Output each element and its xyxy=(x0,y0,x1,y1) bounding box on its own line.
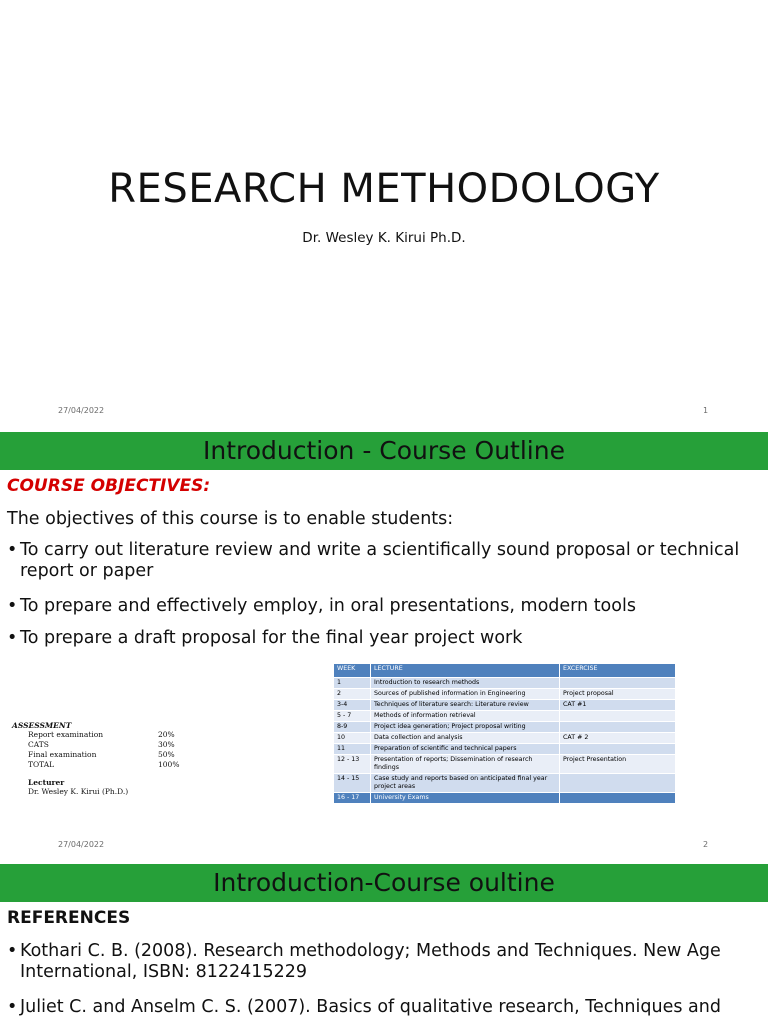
table-row xyxy=(334,744,676,755)
lecture-cell: Sources of published information in Engineering xyxy=(371,689,560,700)
table-row xyxy=(334,700,676,711)
lecture-cell: Project idea generation; Project proposal writing xyxy=(371,722,560,733)
lecture-cell: Data collection and analysis xyxy=(371,733,560,744)
lecture-cell: Introduction to research methods xyxy=(371,678,560,689)
week-cell: 14 - 15 xyxy=(334,774,371,793)
lecture-cell: Methods of information retrieval xyxy=(371,711,560,722)
reference-text: Kothari C. B. (2008). Research methodology; Methods and Techniques. New Age International, ISBN: 8122415229 xyxy=(20,941,721,982)
slide-date: 27/04/2022 xyxy=(58,406,105,415)
slide-page-number: 1 xyxy=(703,406,709,415)
slide-title: RESEARCH METHODOLOGY xyxy=(108,166,660,212)
week-cell: 11 xyxy=(334,744,371,755)
assessment-label: TOTAL xyxy=(28,760,55,769)
lecture-cell: Presentation of reports; Dissemination of research findings xyxy=(371,755,560,774)
header-lecture: LECTURE xyxy=(371,664,560,678)
table-row xyxy=(334,678,676,689)
week-cell: 2 xyxy=(334,689,371,700)
course-outline-slide xyxy=(0,432,768,864)
assessment-label: CATS xyxy=(28,740,49,749)
header-exercise: EXCERCISE xyxy=(560,664,676,678)
slide-banner: Introduction-Course oultine xyxy=(0,864,768,902)
reference-item xyxy=(7,941,747,983)
exercise-cell: CAT # 2 xyxy=(560,733,676,744)
exercise-cell: Project proposal xyxy=(560,689,676,700)
table-row xyxy=(334,689,676,700)
references-slide xyxy=(0,864,768,1024)
objective-item xyxy=(7,628,747,649)
objective-text: To carry out literature review and write a scientifically sound proposal or technical report or paper xyxy=(20,540,740,581)
week-cell: 8-9 xyxy=(334,722,371,733)
week-cell: 3-4 xyxy=(334,700,371,711)
slide-subtitle: Dr. Wesley K. Kirui Ph.D. xyxy=(302,230,466,246)
objective-item xyxy=(7,596,747,617)
slide-date: 27/04/2022 xyxy=(58,840,105,849)
reference-item xyxy=(7,997,747,1018)
bullet-icon: • xyxy=(7,596,18,616)
bullet-icon: • xyxy=(7,628,18,648)
exercise-cell xyxy=(560,793,676,804)
references-heading: REFERENCES xyxy=(7,908,131,928)
exercise-cell: CAT #1 xyxy=(560,700,676,711)
lecture-cell: Techniques of literature search: Literature review xyxy=(371,700,560,711)
assessment-value: 100% xyxy=(158,760,180,769)
week-cell: 12 - 13 xyxy=(334,755,371,774)
slide-banner: Introduction - Course Outline xyxy=(0,432,768,470)
bullet-icon: • xyxy=(7,540,18,560)
assessment-block xyxy=(12,721,180,796)
objectives-intro: The objectives of this course is to enable students: xyxy=(7,509,454,529)
lecture-cell: University Exams xyxy=(371,793,560,804)
title-slide xyxy=(0,0,768,432)
exercise-cell xyxy=(560,711,676,722)
assessment-value: 20% xyxy=(158,730,175,739)
exercise-cell xyxy=(560,722,676,733)
assessment-label: Final examination xyxy=(28,750,97,759)
objectives-heading: COURSE OBJECTIVES: xyxy=(7,476,211,496)
table-row xyxy=(334,755,676,774)
table-row xyxy=(334,774,676,793)
lecture-cell: Preparation of scientific and technical papers xyxy=(371,744,560,755)
table-row xyxy=(334,733,676,744)
week-cell: 16 - 17 xyxy=(334,793,371,804)
assessment-row xyxy=(12,740,175,750)
exercise-cell xyxy=(560,744,676,755)
exercise-cell: Project Presentation xyxy=(560,755,676,774)
reference-text: Juliet C. and Anselm C. S. (2007). Basics of qualitative research, Techniques and xyxy=(20,997,721,1017)
objective-item xyxy=(7,540,747,582)
slide-page-number: 2 xyxy=(703,840,709,849)
assessment-row xyxy=(12,760,180,770)
exercise-cell xyxy=(560,678,676,689)
week-cell: 10 xyxy=(334,733,371,744)
lecture-cell: Case study and reports based on anticipated final year project areas xyxy=(371,774,560,793)
table-row xyxy=(334,793,676,804)
lecturer-title: Lecturer xyxy=(28,778,65,787)
objective-text: To prepare a draft proposal for the final year project work xyxy=(20,628,523,648)
week-cell: 1 xyxy=(334,678,371,689)
lecturer-name: Dr. Wesley K. Kirui (Ph.D.) xyxy=(28,787,129,796)
objective-text: To prepare and effectively employ, in oral presentations, modern tools xyxy=(20,596,636,616)
table-header-row xyxy=(334,664,676,678)
bullet-icon: • xyxy=(7,997,18,1017)
assessment-row xyxy=(12,750,175,760)
assessment-value: 30% xyxy=(158,740,175,749)
table-row xyxy=(334,722,676,733)
bullet-icon: • xyxy=(7,941,18,961)
assessment-value: 50% xyxy=(158,750,175,759)
header-week: WEEK xyxy=(334,664,371,678)
schedule-table xyxy=(333,663,676,804)
assessment-row xyxy=(12,730,175,740)
exercise-cell xyxy=(560,774,676,793)
table-row xyxy=(334,711,676,722)
assessment-label: Report examination xyxy=(28,730,104,739)
assessment-title: ASSESSMENT xyxy=(12,721,72,730)
week-cell: 5 - 7 xyxy=(334,711,371,722)
